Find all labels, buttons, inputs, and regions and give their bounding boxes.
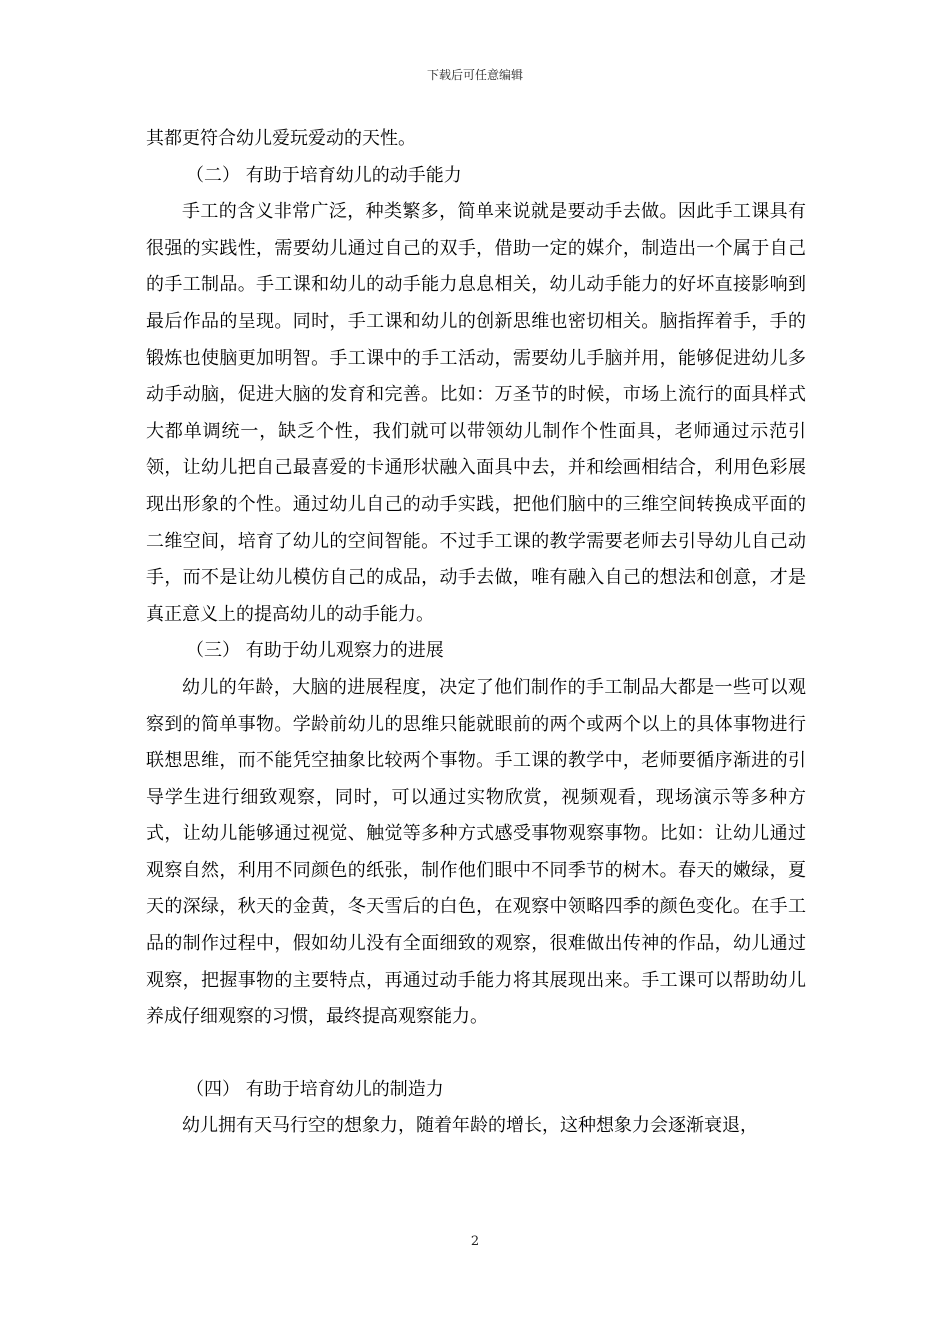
section-3-paragraph: 幼儿的年龄，大脑的进展程度，决定了他们制作的手工制品大都是一些可以观察到的简单事物。学龄前幼儿的思维只能就眼前的两个或两个以上的具体事物进行联想思维，而不能凭空抽象比较两个事物。手工课的教学中，老师要循序渐进的引导学生进行细致观察，同时，可以通过实物欣赏，视频观看，现场演示等多种方式，让幼儿能够通过视觉、触觉等多种方式感受事物观察事物。比如：让幼儿通过观察自然，利用不同颜色的纸张，制作他们眼中不同季节的树木。春天的嫩绿，夏天的深绿，秋天的金黄，冬天雪后的白色，在观察中领略四季的颜色变化。在手工品的制作过程中，假如幼儿没有全面细致的观察，很难做出传神的作品，幼儿通过观察，把握事物的主要特点，再通过动手能力将其展现出来。手工课可以帮助幼儿养成仔细观察的习惯，最终提高观察能力。 — [146, 676, 806, 1028]
page-header: 下载后可任意编辑 — [426, 68, 523, 82]
section-2-paragraph: 手工的含义非常广泛，种类繁多，简单来说就是要动手去做。因此手工课具有很强的实践性，需要幼儿通过自己的双手，借助一定的媒介，制造出一个属于自己的手工制品。手工课和幼儿的动手能力息息相关，幼儿动手能力的好坏直接影响到最后作品的呈现。同时，手工课和幼儿的创新思维也密切相关。脑指挥着手，手的锻炼也使脑更加明智。手工课中的手工活动，需要幼儿手脑并用，能够促进幼儿多动手动脑，促进大脑的发育和完善。比如：万圣节的时候，市场上流行的面具样式大都单调统一，缺乏个性，我们就可以带领幼儿制作个性面具，老师通过示范引领，让幼儿把自己最喜爱的卡通形状融入面具中去，并和绘画相结合，利用色彩展现出形象的个性。通过幼儿自己的动手实践，把他们脑中的三维空间转换成平面的二维空间，培育了幼儿的空间智能。不过手工课的教学需要老师去引导幼儿自己动手，而不是让幼儿模仿自己的成品，动手去做，唯有融入自己的想法和创意，才是真正意义上的提高幼儿的动手能力。 — [146, 201, 806, 625]
section-2-heading: （二） 有助于培育幼儿的动手能力 — [186, 164, 462, 186]
intro-tail-paragraph: 其都更符合幼儿爱玩爱动的天性。 — [146, 128, 416, 149]
blank-line — [146, 1036, 806, 1072]
section-4-heading: （四） 有助于培育幼儿的制造力 — [186, 1078, 444, 1100]
page-number: 2 — [470, 1234, 480, 1249]
document-body — [146, 121, 806, 1145]
section-3-heading: （三） 有助于幼儿观察力的进展 — [186, 640, 444, 662]
section-4-paragraph: 幼儿拥有天马行空的想象力，随着年龄的增长，这种想象力会逐渐衰退， — [182, 1115, 758, 1137]
